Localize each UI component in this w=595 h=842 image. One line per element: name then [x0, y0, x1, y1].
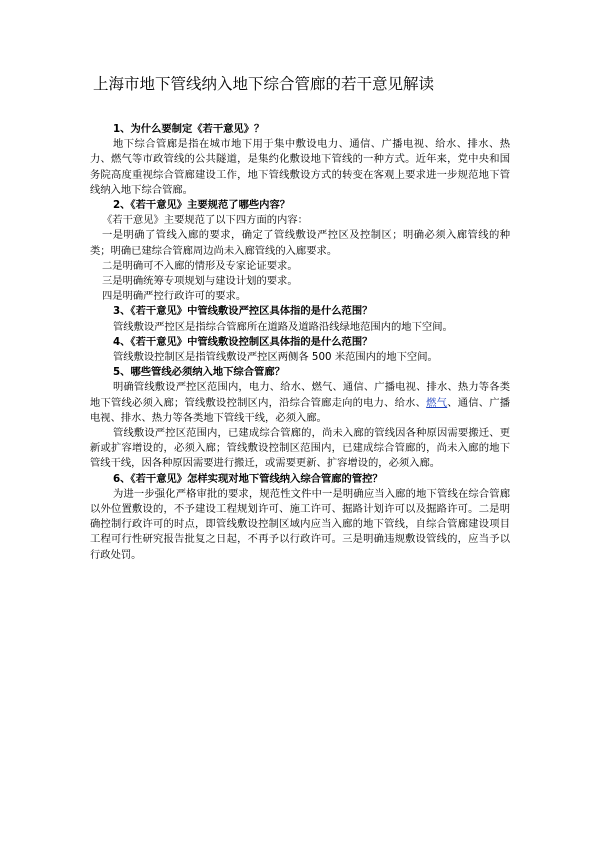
document-title: 上海市地下管线纳入地下综合管廊的若干意见解读 — [93, 75, 435, 93]
section-2-item-4: 四是明确严控行政许可的要求。 — [102, 290, 247, 303]
section-2-item-2: 二是明确可不入廊的情形及专家论证要求。 — [102, 259, 298, 272]
section-heading-3: 3、《若干意见》中管线敷设严控区具体指的是什么范围？ — [113, 305, 373, 318]
section-5-text-after-link: 、通信、广播电视、排水、热力等各类地下管线干线，必须入廊。 — [90, 396, 511, 424]
section-4-paragraph: 管线敷设控制区是指管线敷设严控区两侧各 500 米范围内的地下空间。 — [113, 351, 438, 364]
section-5-text-before-link: 明确管线敷设严控区范围内，电力、给水、燃气、通信、广播电视、排水、热力等各类地下管线必须入廊；管线敷设控制区内，沿综合管廊走向的电力、给水、 — [90, 381, 510, 409]
section-heading-4: 4、《若干意见》中管线敷设控制区具体指的是什么范围？ — [113, 335, 373, 348]
section-2-item-1: 一是明确了管线入廊的要求，确定了管线敷设严控区及控制区；明确必须入廊管线的种类；明确已建综合管廊周边尚未入廊管线的入廊要求。 — [90, 229, 510, 257]
section-heading-5: 5、哪些管线必须纳入地下综合管廊？ — [113, 366, 285, 379]
section-3-paragraph: 管线敷设严控区是指综合管廊所在道路及道路沿线绿地范围内的地下空间。 — [113, 320, 453, 333]
section-heading-1: 1、为什么要制定《若干意见》？ — [113, 123, 265, 135]
section-5-paragraph-2: 管线敷设严控区范围内，已建成综合管廊的，尚未入廊的管线因各种原因需要搬迁、更新或扩容增设的，必须入廊；管线敷设控制区范围内，已建成综合管廊的，尚未入廊的地下管线干线，因各种原因需要进行搬迁，或需要更新、扩容增设的，必须入廊。 — [90, 427, 510, 470]
section-heading-2: 2、《若干意见》主要规范了哪些内容？ — [113, 199, 291, 212]
section-heading-6: 6、《若干意见》怎样实现对地下管线纳入综合管廊的管控？ — [113, 472, 383, 485]
section-2-item-3: 三是明确统筹专项规划与建设计划的要求。 — [102, 275, 298, 288]
document-body — [90, 122, 510, 563]
section-1-paragraph: 地下综合管廊是指在城市地下用于集中敷设电力、通信、广播电视、给水、排水、热力、燃气等市政管线的公共隧道，是集约化敷设地下管线的一种方式。近年来，党中央和国务院高度重视综合管廊建设工作，地下管线敷设方式的转变在客观上要求进一步规范地下管线纳入地下综合管廊。 — [90, 138, 510, 196]
section-6-paragraph: 为进一步强化严格审批的要求，规范性文件中一是明确应当入廊的地下管线在综合管廊以外位置敷设的，不予建设工程规划许可、施工许可、掘路计划许可以及掘路许可。二是明确控制行政许可的时点，即管线敷设控制区域内应当入廊的地下管线，自综合管廊建设项目工程可行性研究报告批复之日起，不再予以行政许可。三是明确违规敷设管线的，应当予以行政处罚。 — [90, 487, 510, 561]
section-5-paragraph-1 — [90, 380, 510, 426]
section-2-intro: 《若干意见》主要规范了以下四方面的内容： — [102, 214, 308, 227]
gas-link[interactable]: 燃气 — [426, 396, 448, 409]
